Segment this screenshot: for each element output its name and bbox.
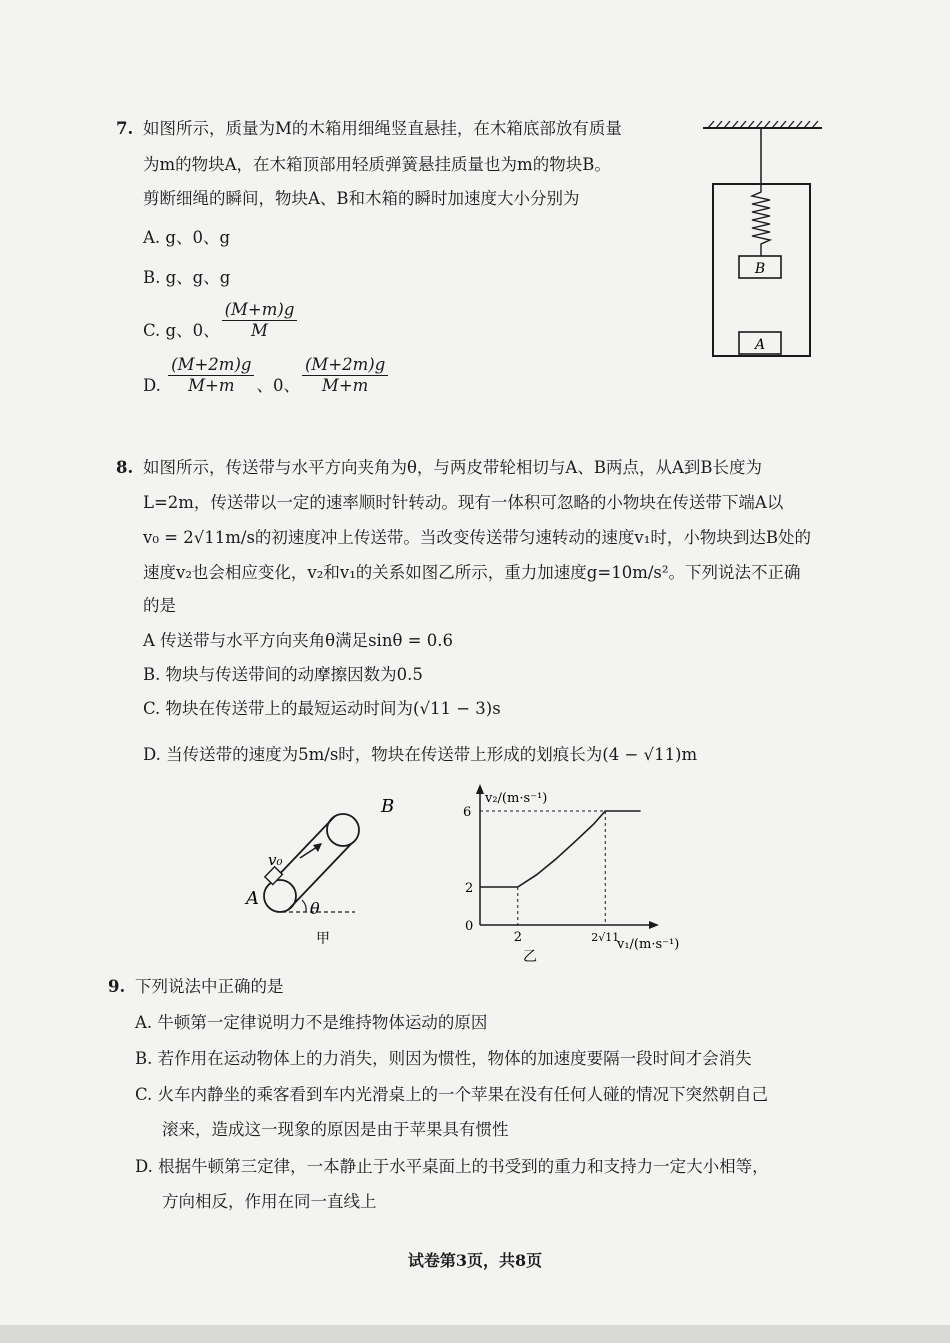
- block-a-label: A: [754, 337, 766, 353]
- figure-jia-caption: 甲: [316, 931, 330, 947]
- q9-option-d-line1: D. 根据牛顿第三定律，一本静止于水平桌面上的书受到的重力和支持力一定大小相等，: [135, 1157, 769, 1176]
- q8-option-a: A 传送带与水平方向夹角θ满足sinθ = 0.6: [143, 631, 453, 650]
- v0-label: v₀: [268, 851, 283, 869]
- q9-option-c-line2: 滚来，造成这一现象的原因是由于苹果具有惯性: [162, 1120, 509, 1139]
- figure-yi-caption: 乙: [523, 949, 537, 965]
- q9-option-d-line2: 方向相反，作用在同一直线上: [162, 1192, 377, 1211]
- q7-stem-line2: 为m的物块A，在木箱顶部用轻质弹簧悬挂质量也为m的物块B。: [143, 155, 611, 174]
- y-axis-label: v₂/(m·s⁻¹): [485, 791, 548, 806]
- q9-option-c-line1: C. 火车内静坐的乘客看到车内光滑桌上的一个苹果在没有任何人碰的情况下突然朝自己: [135, 1085, 769, 1104]
- q8-stem-line4: 速度v₂也会相应变化，v₂和v₁的关系如图乙所示，重力加速度g=10m/s²。下列说法不正确: [143, 563, 801, 582]
- q7-option-b: B. g、g、g: [143, 268, 231, 287]
- q8-option-b: B. 物块与传送带间的动摩擦因数为0.5: [143, 665, 423, 684]
- q7-number: 7.: [116, 119, 134, 138]
- q7-option-c-prefix: C. g、0、: [143, 321, 220, 340]
- q7-option-d: D. $\frac{(M+2m)g}{M+m}$ 、0、 $\frac{(M+2m)g}{M+m}$: [143, 355, 390, 396]
- block-b-label: B: [754, 261, 766, 277]
- block-v0: [265, 867, 283, 885]
- q8-stem-line5: 的是: [143, 596, 176, 615]
- page-footer: 试卷第3页，共8页: [407, 1251, 543, 1270]
- q8-stem-line2: L=2m，传送带以一定的速率顺时针转动。现有一体积可忽略的小物块在传送带下端A以: [143, 493, 784, 512]
- x-axis-label: v₁/(m·s⁻¹): [617, 937, 680, 952]
- q7-option-d-fraction-2: $\frac{(M+2m)g}{M+m}$: [302, 355, 388, 396]
- q7-box-figure: [700, 118, 825, 363]
- q9-option-b: B. 若作用在运动物体上的力消失，则因为惯性，物体的加速度要隔一段时间才会消失: [135, 1049, 752, 1068]
- q7-stem-line3: 剪断细绳的瞬间，物块A、B和木箱的瞬时加速度大小分别为: [143, 189, 580, 208]
- x-tick-2: 2: [513, 930, 523, 945]
- conveyor-figure: [240, 790, 395, 950]
- q8-option-c: C. 物块在传送带上的最短运动时间为(√11 − 3)s: [143, 699, 501, 718]
- q7-option-a: A. g、0、g: [143, 228, 231, 247]
- y-tick-6: 6: [463, 805, 472, 820]
- q8-stem-line1: 如图所示，传送带与水平方向夹角为θ，与两皮带轮相切与A、B两点，从A到B长度为: [143, 458, 763, 477]
- v2-v1-curve: [480, 811, 641, 887]
- label-b: B: [381, 796, 395, 817]
- spring: [752, 184, 770, 256]
- q9-option-a: A. 牛顿第一定律说明力不是维持物体运动的原因: [135, 1013, 488, 1032]
- q8-option-d: D. 当传送带的速度为5m/s时，物块在传送带上形成的划痕长为(4 − √11)m: [143, 745, 698, 764]
- theta-label: θ: [310, 899, 320, 918]
- v2-v1-chart: [455, 780, 705, 965]
- label-a: A: [246, 888, 259, 909]
- q9-number: 9.: [108, 977, 126, 996]
- q7-option-c: [143, 300, 299, 341]
- scan-edge: [0, 1325, 950, 1343]
- y-tick-2: 2: [465, 881, 474, 896]
- q7-option-c-fraction: $\frac{(M+m)g}{M}$: [222, 300, 298, 341]
- q7-option-d-fraction-1: $\frac{(M+2m)g}{M+m}$: [168, 355, 254, 396]
- x-tick-2root11: 2√11: [591, 931, 620, 944]
- q9-stem: 下列说法中正确的是: [135, 977, 284, 996]
- q8-number: 8.: [116, 458, 134, 477]
- origin-label: 0: [465, 919, 474, 934]
- q8-stem-line3: v₀ = 2√11m/s的初速度冲上传送带。当改变传送带匀速转动的速度v₁时，小物块到达B处的: [143, 528, 811, 547]
- q7-stem-line1: 如图所示，质量为M的木箱用细绳竖直悬挂，在木箱底部放有质量: [143, 119, 622, 138]
